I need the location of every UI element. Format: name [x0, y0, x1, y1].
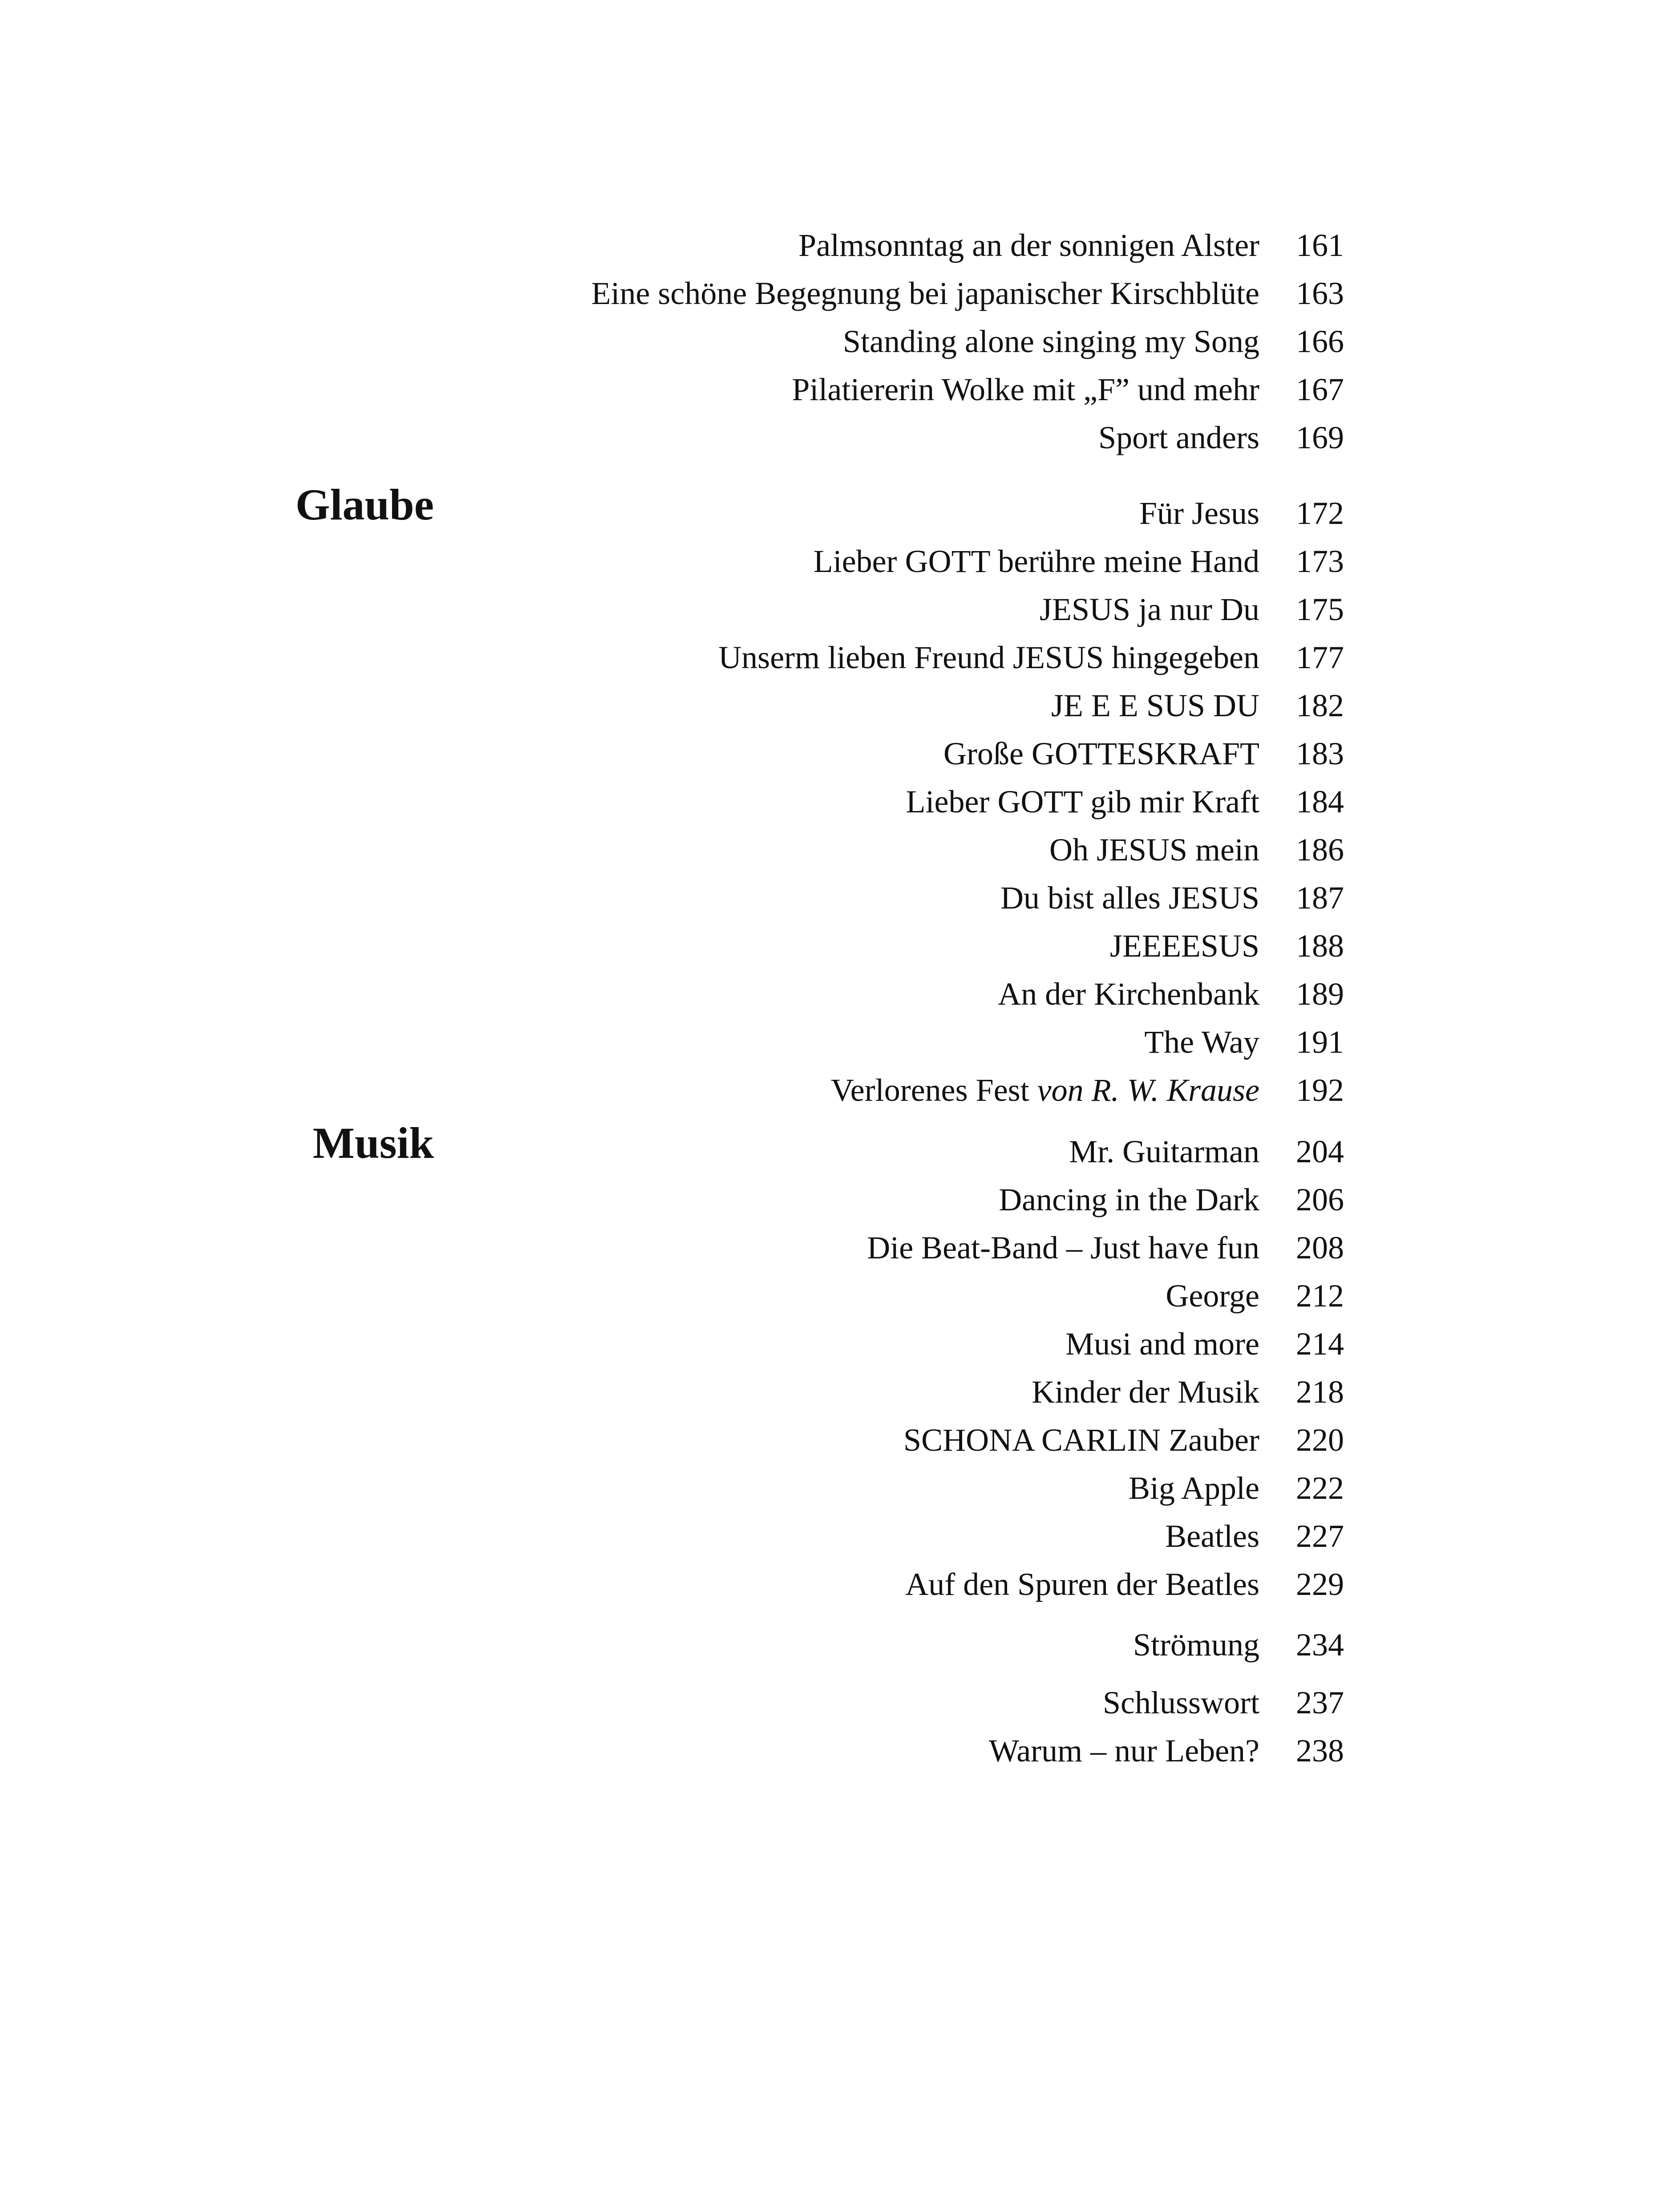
toc-entry-page: 172	[1296, 495, 1344, 531]
toc-entry	[0, 365, 1680, 414]
toc-entry-title: Mr. Guitarman	[1069, 1134, 1259, 1169]
toc-entry-page: 206	[1296, 1182, 1344, 1217]
toc-entry-title: SCHONA CARLIN Zauber	[903, 1422, 1259, 1458]
toc-entry-title: Unserm lieben Freund JESUS hingegeben	[718, 640, 1259, 675]
toc-entry-title: Musi and more	[1065, 1326, 1259, 1362]
toc-entry-page: 227	[1296, 1518, 1344, 1554]
toc-entry	[0, 489, 1680, 538]
toc-entry	[0, 681, 1680, 730]
toc-entry-page: 212	[1296, 1278, 1344, 1314]
toc-entry	[0, 269, 1680, 318]
section-heading-musik: Musik	[312, 1118, 434, 1168]
toc-entry	[0, 221, 1680, 270]
toc-entry-page: 238	[1296, 1733, 1344, 1769]
toc-entry-page: 214	[1296, 1326, 1344, 1362]
toc-entry	[0, 1066, 1680, 1115]
toc-entry	[0, 633, 1680, 682]
toc-entry-page: 220	[1296, 1422, 1344, 1458]
toc-entry-title: Schlusswort	[1102, 1685, 1259, 1720]
toc-entry-title: Du bist alles JESUS	[1000, 880, 1259, 916]
toc-entry	[0, 1175, 1680, 1224]
toc-entry	[0, 1726, 1680, 1775]
toc-entry-page: 191	[1296, 1024, 1344, 1060]
toc-entry-page: 222	[1296, 1470, 1344, 1506]
toc-entry-page: 166	[1296, 324, 1344, 359]
toc-entry-page: 189	[1296, 976, 1344, 1012]
toc-entry-title: Lieber GOTT gib mir Kraft	[906, 784, 1259, 820]
toc-entry-title: Auf den Spuren der Beatles	[905, 1566, 1259, 1602]
section-heading-glaube: Glaube	[295, 480, 434, 529]
toc-entry	[0, 317, 1680, 366]
toc-entry-page: 163	[1296, 276, 1344, 311]
toc-entry	[0, 1367, 1680, 1416]
toc-entry-page: 188	[1296, 928, 1344, 964]
toc-entry-page: 229	[1296, 1566, 1344, 1602]
toc-entry	[0, 1620, 1680, 1669]
toc-entry-title: JEEEESUS	[1109, 928, 1259, 964]
toc-entry	[0, 1416, 1680, 1465]
toc-entry-page: 161	[1296, 227, 1344, 263]
toc-entry-page: 208	[1296, 1230, 1344, 1266]
toc-entry-page: 167	[1296, 372, 1344, 407]
toc-entry-title: Kinder der Musik	[1032, 1374, 1259, 1410]
toc-entry-title: Große GOTTESKRAFT	[943, 736, 1259, 771]
toc-entry	[0, 1018, 1680, 1067]
toc-entry-title: Lieber GOTT berühre meine Hand	[813, 544, 1259, 579]
toc-entry	[0, 413, 1680, 462]
toc-entry	[0, 1319, 1680, 1368]
toc-entry	[0, 921, 1680, 970]
toc-entry-title: The Way	[1144, 1024, 1259, 1060]
toc-entry-page: 183	[1296, 736, 1344, 771]
toc-entry-title: An der Kirchenbank	[998, 976, 1259, 1012]
toc-entry-title-with-author	[831, 1066, 1259, 1115]
toc-entry-title: George	[1166, 1278, 1259, 1314]
toc-entry-title: Sport anders	[1098, 420, 1259, 455]
toc-entry-page: 175	[1296, 592, 1344, 627]
toc-entry	[0, 537, 1680, 586]
toc-entry-page: 186	[1296, 832, 1344, 868]
toc-entry	[0, 585, 1680, 634]
toc-entry	[0, 1127, 1680, 1176]
toc-entry-page: 187	[1296, 880, 1344, 916]
toc-entry-title: Verlorenes Fest	[830, 1072, 1029, 1108]
toc-entry-page: 182	[1296, 688, 1344, 723]
toc-entry	[0, 1223, 1680, 1272]
toc-entry-page: 204	[1296, 1134, 1344, 1169]
toc-entry-title: Palmsonntag an der sonnigen Alster	[798, 227, 1259, 263]
toc-entry-title: Strömung	[1133, 1627, 1259, 1663]
toc-entry	[0, 825, 1680, 874]
toc-entry-title: Beatles	[1165, 1518, 1259, 1554]
toc-entry-author: von R. W. Krause	[1037, 1072, 1259, 1108]
toc-entry	[0, 777, 1680, 826]
toc-entry-title: JE E E SUS DU	[1051, 688, 1259, 723]
toc-entry-page: 237	[1296, 1685, 1344, 1720]
toc-entry	[0, 1464, 1680, 1513]
toc-entry-page: 184	[1296, 784, 1344, 820]
toc-entry-page: 169	[1296, 420, 1344, 455]
toc-entry	[0, 1512, 1680, 1561]
toc-entry-title: Pilatiererin Wolke mit „F” und mehr	[792, 372, 1259, 407]
toc-entry-page: 173	[1296, 544, 1344, 579]
toc-entry-title: Für Jesus	[1139, 495, 1259, 531]
toc-entry	[0, 729, 1680, 778]
toc-entry-page: 234	[1296, 1627, 1344, 1663]
toc-entry	[0, 1271, 1680, 1320]
toc-entry-title: Standing alone singing my Song	[843, 324, 1259, 359]
toc-entry-page: 192	[1296, 1072, 1344, 1108]
toc-entry-title: Big Apple	[1128, 1470, 1259, 1506]
toc-entry	[0, 1678, 1680, 1727]
toc-entry-title: Warum – nur Leben?	[989, 1733, 1259, 1769]
toc-entry-title: Oh JESUS mein	[1049, 832, 1259, 868]
toc-entry-title: Die Beat-Band – Just have fun	[867, 1230, 1259, 1266]
toc-entry-title: JESUS ja nur Du	[1039, 592, 1259, 627]
toc-entry-page: 218	[1296, 1374, 1344, 1410]
toc-entry-page: 177	[1296, 640, 1344, 675]
toc-entry	[0, 970, 1680, 1018]
toc-entry	[0, 1560, 1680, 1609]
toc-entry	[0, 873, 1680, 922]
toc-entry-title: Dancing in the Dark	[999, 1182, 1259, 1217]
toc-entry-title: Eine schöne Begegnung bei japanischer Kirschblüte	[591, 276, 1259, 311]
